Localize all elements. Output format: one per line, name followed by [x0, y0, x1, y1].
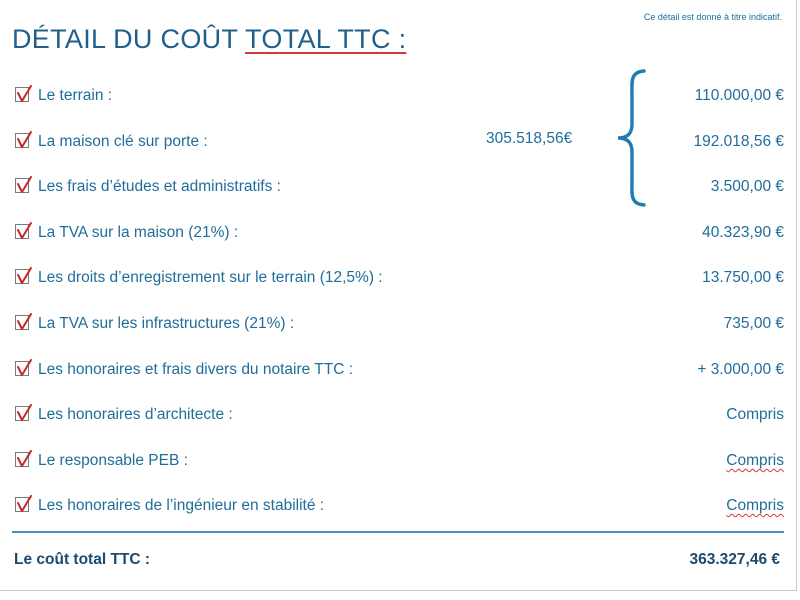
cost-item-row [14, 84, 784, 110]
cost-item-label: Les droits d’enregistrement sur le terrain (12,5%) : [38, 269, 383, 286]
cost-item-amount: 110.000,00 € [694, 87, 784, 104]
checkmark-icon [14, 403, 34, 425]
checkmark-icon [14, 175, 34, 197]
cost-item-row [14, 221, 784, 247]
cost-item-amount: Compris [726, 497, 784, 514]
cost-item-label: Les honoraires d’architecte : [38, 406, 233, 423]
cost-item-label: La TVA sur la maison (21%) : [38, 224, 239, 241]
cost-item-amount: 13.750,00 € [702, 269, 784, 286]
cost-item-row [14, 312, 784, 338]
cost-item-label: Le terrain : [38, 87, 113, 104]
cost-item-label: La TVA sur les infrastructures (21%) : [38, 315, 295, 332]
total-value: 363.327,46 € [689, 551, 780, 568]
title-prefix: DÉTAIL DU COÛT [12, 24, 246, 54]
page-title [12, 24, 406, 55]
cost-item-amount: 735,00 € [723, 315, 784, 332]
cost-item-amount: Compris [726, 452, 784, 469]
cost-item-amount: 3.500,00 € [710, 178, 784, 195]
checkmark-icon [14, 494, 34, 516]
title-underlined: TOTAL TTC : [245, 24, 407, 54]
house-land-subtotal: 305.518,56€ [486, 130, 573, 147]
checkmark-icon [14, 221, 34, 243]
cost-item-row [14, 494, 784, 520]
total-divider [12, 531, 784, 533]
checkmark-icon [14, 449, 34, 471]
cost-item-amount: Compris [726, 406, 784, 423]
cost-item-row [14, 130, 784, 156]
cost-item-row [14, 266, 784, 292]
disclaimer-note: Ce détail est donné à titre indicatif. [643, 12, 782, 22]
cost-item-label: Le responsable PEB : [38, 452, 188, 469]
checkmark-icon [14, 358, 34, 380]
cost-item-amount: + 3.000,00 € [697, 361, 784, 378]
cost-item-row [14, 449, 784, 475]
cost-item-amount: 192.018,56 € [693, 133, 784, 150]
total-label: Le coût total TTC : [14, 551, 151, 568]
cost-item-row [14, 403, 784, 429]
checkmark-icon [14, 84, 34, 106]
cost-item-label: Les honoraires et frais divers du notaire TTC : [38, 361, 354, 378]
cost-item-row [14, 175, 784, 201]
cost-item-label: Les honoraires de l’ingénieur en stabilité : [38, 497, 325, 514]
cost-item-label: Les frais d’études et administratifs : [38, 178, 281, 195]
cost-item-row [14, 358, 784, 384]
checkmark-icon [14, 130, 34, 152]
cost-item-amount: 40.323,90 € [702, 224, 784, 241]
checkmark-icon [14, 266, 34, 288]
checkmark-icon [14, 312, 34, 334]
cost-item-label: La maison clé sur porte : [38, 133, 208, 150]
